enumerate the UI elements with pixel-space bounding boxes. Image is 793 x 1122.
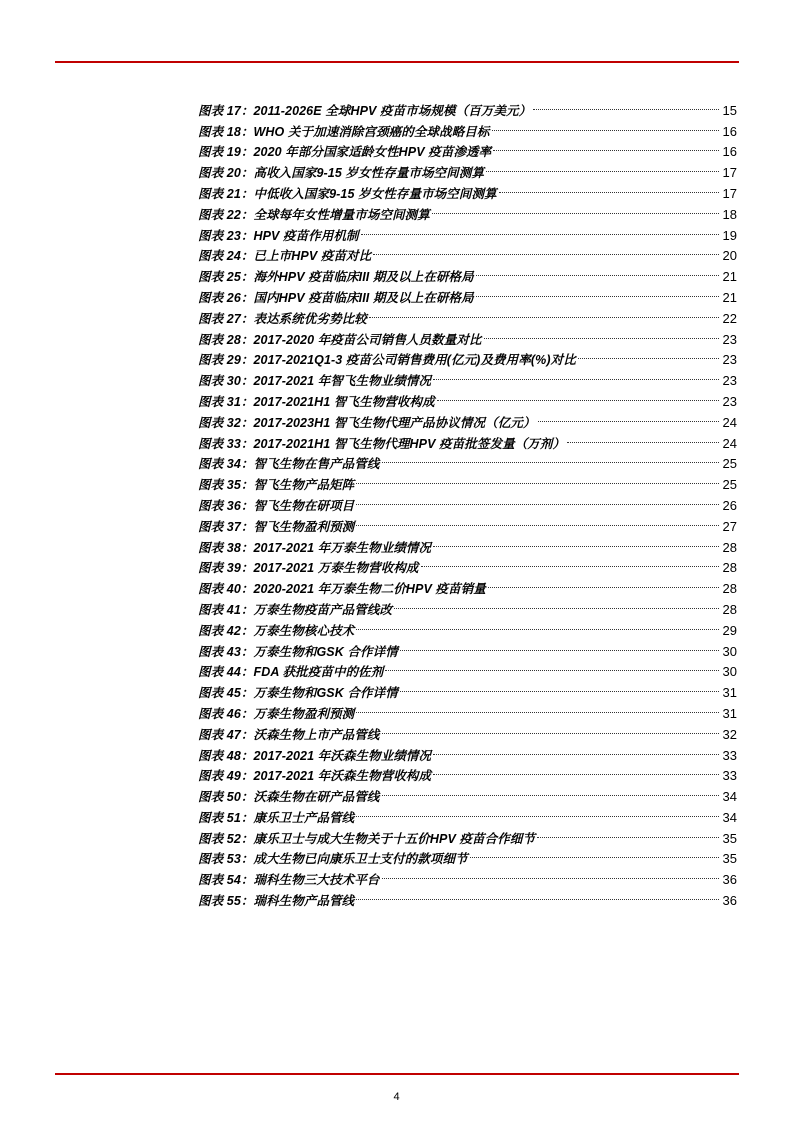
toc-entry-label: 图表 20： — [198, 166, 254, 181]
toc-entry-page[interactable]: 20 — [722, 248, 737, 264]
table-of-figures — [198, 94, 737, 909]
dot-leader — [433, 364, 719, 385]
toc-entry-page[interactable]: 24 — [722, 414, 737, 430]
toc-entry-label: 图表 42： — [198, 623, 254, 638]
toc-entry-label: 图表 50： — [198, 790, 254, 805]
toc-entry-page[interactable]: 21 — [722, 269, 737, 285]
dot-leader — [356, 884, 719, 905]
toc-entry-text: 沃森生物上市产品管线 — [253, 727, 380, 742]
toc-entry-page[interactable]: 24 — [722, 435, 737, 451]
dot-leader — [421, 552, 719, 573]
dot-leader — [382, 863, 720, 884]
dot-leader — [433, 760, 719, 781]
toc-entry-text: 2017-2021 万泰生物营收构成 — [253, 561, 419, 576]
toc-entry-title[interactable] — [198, 371, 431, 392]
toc-entry-label: 图表 37： — [198, 519, 254, 534]
toc-entry-text: 2017-2021 年沃森生物营收构成 — [253, 769, 432, 784]
toc-entry-page[interactable]: 29 — [722, 622, 737, 638]
toc-entry-page[interactable]: 23 — [722, 352, 737, 368]
toc-entry-text: 万泰生物疫苗产品管线改 — [253, 602, 393, 617]
dot-leader — [356, 510, 719, 531]
toc-entry-label: 图表 38： — [198, 540, 254, 555]
toc-entry-page[interactable]: 28 — [722, 539, 737, 555]
toc-entry-text: 2017-2021 年万泰生物业绩情况 — [253, 540, 432, 555]
toc-entry-page[interactable]: 16 — [722, 144, 737, 160]
toc-entry-text: HPV 疫苗作用机制 — [253, 228, 359, 243]
dot-leader — [356, 614, 719, 635]
toc-entry-label: 图表 52： — [198, 831, 254, 846]
toc-entry-title[interactable] — [198, 309, 367, 330]
toc-entry-page[interactable]: 28 — [722, 560, 737, 576]
dot-leader — [356, 697, 719, 718]
toc-entry-title[interactable] — [198, 725, 380, 746]
dot-leader — [356, 468, 719, 489]
toc-entry-title[interactable] — [198, 246, 371, 267]
toc-entry-text: 2017-2021H1 智飞生物代理HPV 疫苗批签发量（万剂） — [253, 436, 566, 451]
toc-entry-title[interactable] — [198, 122, 490, 143]
toc-entry-text: 智飞生物在研项目 — [253, 498, 355, 513]
toc-entry-page[interactable]: 33 — [722, 747, 737, 763]
toc-entry-label: 图表 33： — [198, 436, 254, 451]
toc-entry-title[interactable] — [198, 392, 435, 413]
toc-entry-page[interactable]: 16 — [722, 123, 737, 139]
toc-entry-page[interactable]: 18 — [722, 206, 737, 222]
toc-entry-page[interactable]: 34 — [722, 809, 737, 825]
toc-entry-page[interactable]: 35 — [722, 830, 737, 846]
toc-entry-label: 图表 40： — [198, 582, 254, 597]
toc-entry-label: 图表 22： — [198, 207, 254, 222]
toc-entry-title[interactable] — [198, 330, 482, 351]
toc-entry-page[interactable]: 25 — [722, 477, 737, 493]
toc-entry-page[interactable]: 17 — [722, 165, 737, 181]
toc-entry-label: 图表 23： — [198, 228, 254, 243]
toc-entry-label: 图表 29： — [198, 353, 254, 368]
toc-entry-label: 图表 31： — [198, 394, 254, 409]
toc-entry-label: 图表 18： — [198, 124, 254, 139]
toc-entry-page[interactable]: 23 — [722, 373, 737, 389]
toc-entry-title[interactable] — [198, 226, 359, 247]
toc-entry-title[interactable] — [198, 558, 419, 579]
toc-entry-page[interactable]: 35 — [722, 851, 737, 867]
toc-entry-label: 图表 21： — [198, 186, 254, 201]
toc-entry-page[interactable]: 31 — [722, 685, 737, 701]
dot-leader — [537, 822, 719, 843]
toc-entry-text: 万泰生物核心技术 — [253, 623, 355, 638]
toc-entry-page[interactable]: 30 — [722, 664, 737, 680]
toc-entry-text: 高收入国家9-15 岁女性存量市场空间测算 — [253, 166, 485, 181]
dot-leader — [433, 739, 719, 760]
toc-entry-text: 表达系统优劣势比较 — [253, 311, 367, 326]
toc-entry-title[interactable] — [198, 746, 431, 767]
dot-leader — [433, 531, 719, 552]
toc-entry-label: 图表 28： — [198, 332, 254, 347]
toc-entry-title[interactable] — [198, 621, 354, 642]
toc-entry-page[interactable]: 21 — [722, 289, 737, 305]
footer-rule — [55, 1073, 739, 1075]
toc-entry-label: 图表 32： — [198, 415, 254, 430]
toc-entry-text: 智飞生物盈利预测 — [253, 519, 355, 534]
toc-entry-label: 图表 46： — [198, 706, 254, 721]
toc-entry-text: 国内HPV 疫苗临床III 期及以上在研格局 — [253, 290, 474, 305]
toc-entry-label: 图表 27： — [198, 311, 254, 326]
toc-entry-label: 图表 43： — [198, 644, 254, 659]
toc-entry-title[interactable] — [198, 267, 474, 288]
toc-entry-label: 图表 44： — [198, 665, 254, 680]
toc-entry-text: 成大生物已向康乐卫士支付的款项细节 — [253, 852, 468, 867]
toc-entry-text: 沃森生物在研产品管线 — [253, 790, 380, 805]
toc-entry-label: 图表 19： — [198, 145, 254, 160]
toc-entry-title[interactable] — [198, 870, 380, 891]
toc-entry-label: 图表 53： — [198, 852, 254, 867]
toc-entry-title[interactable] — [198, 142, 491, 163]
dot-leader — [400, 676, 719, 697]
toc-entry-page[interactable]: 22 — [722, 310, 737, 326]
dot-leader — [369, 302, 719, 323]
toc-entry-label: 图表 24： — [198, 249, 254, 264]
toc-entry-page[interactable]: 36 — [722, 893, 737, 909]
toc-entry-page[interactable]: 34 — [722, 789, 737, 805]
dot-leader — [484, 323, 719, 344]
dot-leader — [493, 136, 719, 157]
toc-entry-page[interactable]: 25 — [722, 456, 737, 472]
toc-entry-page[interactable]: 36 — [722, 872, 737, 888]
dot-leader — [538, 406, 719, 427]
toc-entry-text: 2017-2020 年疫苗公司销售人员数量对比 — [253, 332, 482, 347]
toc-entry-title[interactable] — [198, 642, 398, 663]
toc-entry-title[interactable] — [198, 517, 354, 538]
toc-entry-text: 全球每年女性增量市场空间测算 — [253, 207, 430, 222]
toc-entry-page[interactable]: 19 — [722, 227, 737, 243]
dot-leader — [382, 780, 720, 801]
dot-leader — [400, 635, 719, 656]
toc-entry-page[interactable]: 32 — [722, 726, 737, 742]
toc-entry-page[interactable]: 15 — [722, 102, 737, 118]
toc-entry-text: 2017-2021 年智飞生物业绩情况 — [253, 374, 432, 389]
toc-entry-text: FDA 获批疫苗中的佐剂 — [253, 665, 384, 680]
dot-leader — [356, 801, 719, 822]
toc-entry-text: 海外HPV 疫苗临床III 期及以上在研格局 — [253, 270, 474, 285]
dot-leader — [492, 115, 719, 136]
toc-entry-text: 2017-2021 年沃森生物业绩情况 — [253, 748, 432, 763]
toc-entry-page[interactable]: 33 — [722, 768, 737, 784]
toc-entry-title[interactable] — [198, 662, 383, 683]
toc-entry-text: WHO 关于加速消除宫颈癌的全球战略目标 — [253, 124, 490, 139]
toc-entry-title[interactable] — [198, 454, 380, 475]
header-rule — [55, 61, 739, 63]
dot-leader — [488, 572, 719, 593]
toc-entry-text: 万泰生物盈利预测 — [253, 706, 355, 721]
dot-leader — [486, 156, 719, 177]
toc-entry-label: 图表 25： — [198, 270, 254, 285]
toc-entry-page[interactable]: 30 — [722, 643, 737, 659]
toc-entry-text: 2020-2021 年万泰生物二价HPV 疫苗销量 — [253, 582, 486, 597]
toc-entry-title[interactable] — [198, 496, 354, 517]
dot-leader — [499, 177, 719, 198]
toc-entry-text: 2017-2023H1 智飞生物代理产品协议情况（亿元） — [253, 415, 536, 430]
toc-entry-text: 瑞科生物三大技术平台 — [253, 873, 380, 888]
toc-entry-title[interactable] — [198, 101, 531, 122]
dot-leader — [470, 843, 719, 864]
toc-entry-label: 图表 36： — [198, 498, 254, 513]
toc-entry-label: 图表 45： — [198, 686, 254, 701]
toc-entry-title[interactable] — [198, 891, 354, 912]
dot-leader — [356, 489, 719, 510]
toc-entry[interactable] — [198, 94, 737, 118]
dot-leader — [476, 260, 719, 281]
dot-leader — [382, 448, 720, 469]
dot-leader — [361, 219, 719, 240]
toc-entry-text: 万泰生物和GSK 合作详情 — [253, 686, 398, 701]
dot-leader — [476, 281, 719, 302]
dot-leader — [578, 344, 719, 365]
toc-entry-page[interactable]: 17 — [722, 185, 737, 201]
toc-entry-label: 图表 17： — [198, 103, 254, 118]
toc-entry-page[interactable]: 28 — [722, 601, 737, 617]
toc-entry-title[interactable] — [198, 538, 431, 559]
toc-entry-page[interactable]: 31 — [722, 705, 737, 721]
toc-entry-text: 康乐卫士产品管线 — [253, 810, 355, 825]
toc-entry-label: 图表 30： — [198, 374, 254, 389]
dot-leader — [437, 385, 719, 406]
toc-entry-text: 2011-2026E 全球HPV 疫苗市场规模（百万美元） — [253, 103, 532, 118]
toc-entry-label: 图表 26： — [198, 290, 254, 305]
dot-leader — [373, 240, 719, 261]
toc-entry-label: 图表 51： — [198, 810, 254, 825]
toc-entry-label: 图表 35： — [198, 478, 254, 493]
toc-entry-label: 图表 39： — [198, 561, 254, 576]
toc-entry-text: 2017-2021Q1-3 疫苗公司销售费用(亿元)及费用率(%)对比 — [253, 353, 576, 368]
toc-entry-title[interactable] — [198, 163, 484, 184]
toc-entry-title[interactable] — [198, 475, 354, 496]
toc-entry-title[interactable] — [198, 808, 354, 829]
toc-entry-title[interactable] — [198, 787, 380, 808]
toc-entry-text: 2020 年部分国家适龄女性HPV 疫苗渗透率 — [253, 145, 492, 160]
toc-entry-text: 智飞生物在售产品管线 — [253, 457, 380, 472]
toc-entry-title[interactable] — [198, 704, 354, 725]
toc-entry-text: 智飞生物产品矩阵 — [253, 478, 355, 493]
toc-entry-text: 万泰生物和GSK 合作详情 — [253, 644, 398, 659]
dot-leader — [385, 656, 719, 677]
toc-entry-title[interactable] — [198, 413, 536, 434]
toc-entry-text: 康乐卫士与成大生物关于十五价HPV 疫苗合作细节 — [253, 831, 536, 846]
toc-entry-label: 图表 34： — [198, 457, 254, 472]
dot-leader — [432, 198, 719, 219]
toc-entry-page[interactable]: 23 — [722, 393, 737, 409]
toc-entry-text: 2017-2021H1 智飞生物营收构成 — [253, 394, 435, 409]
dot-leader — [567, 427, 719, 448]
toc-entry-page[interactable]: 26 — [722, 497, 737, 513]
toc-entry-page[interactable]: 27 — [722, 518, 737, 534]
page-number: 4 — [393, 1091, 400, 1103]
toc-entry-label: 图表 48： — [198, 748, 254, 763]
toc-entry-text: 已上市HPV 疫苗对比 — [253, 249, 372, 264]
toc-entry-label: 图表 55： — [198, 894, 254, 909]
toc-entry-label: 图表 41： — [198, 602, 254, 617]
toc-entry-page[interactable]: 23 — [722, 331, 737, 347]
toc-entry-page[interactable]: 28 — [722, 581, 737, 597]
dot-leader — [533, 94, 719, 115]
toc-entry-label: 图表 49： — [198, 769, 254, 784]
toc-entry-text: 瑞科生物产品管线 — [253, 894, 355, 909]
dot-leader — [382, 718, 720, 739]
toc-entry-label: 图表 54： — [198, 873, 254, 888]
toc-entry-text: 中低收入国家9-15 岁女性存量市场空间测算 — [253, 186, 497, 201]
dot-leader — [394, 593, 719, 614]
toc-entry-label: 图表 47： — [198, 727, 254, 742]
